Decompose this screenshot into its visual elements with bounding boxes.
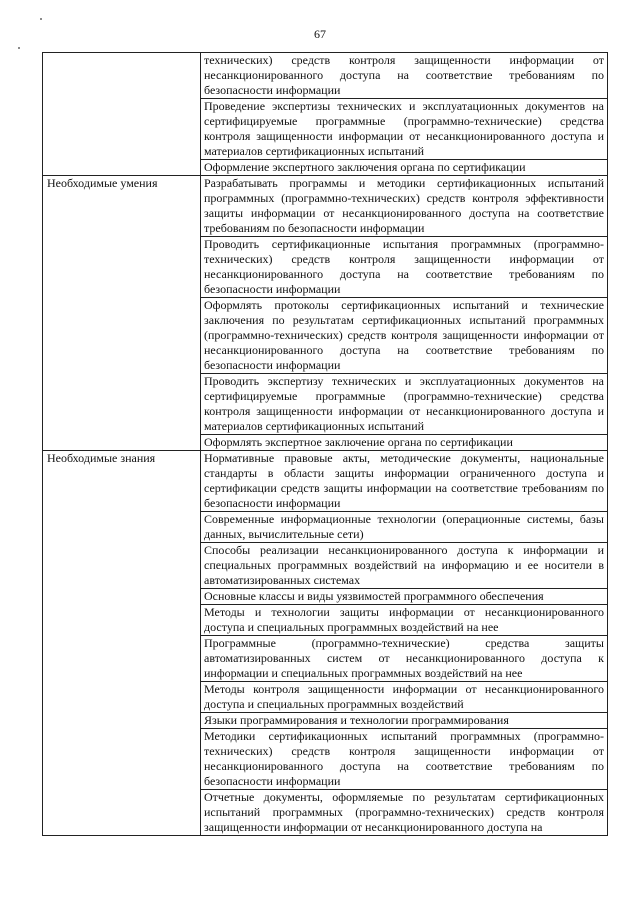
page-number: 67 — [314, 27, 326, 41]
row-label-cell — [43, 176, 201, 451]
row-items-cell — [201, 53, 608, 176]
list-item: Программные (программно-технические) средства защиты автоматизированных систем от несанкционированного доступа к информации и специальных программных воздействий на нее — [201, 635, 607, 681]
list-item: Языки программирования и технологии программирования — [201, 712, 607, 728]
list-item: технических) средств контроля защищенности информации от несанкционированного доступа на соответствие требованиям по безопасности информации — [204, 53, 604, 97]
list-item: Основные классы и виды уязвимостей программного обеспечения — [201, 588, 607, 604]
list-item: Разрабатывать программы и методики сертификационных испытаний программных (программно-технических) средств контроля эффективности защиты информации от несанкционированного доступа на соответствие требованиям по безопасности информации — [204, 176, 604, 235]
list-item: Проведение экспертизы технических и эксплуатационных документов на сертифицируемые программные (программно-технические) средства контроля защищенности информации от несанкционированного доступа и материалов сертификационных испытаний — [201, 98, 607, 159]
row-label: Необходимые знания — [47, 451, 156, 465]
row-items-cell — [201, 451, 608, 836]
list-item: Методы контроля защищенности информации от несанкционированного доступа и специальных программных воздействий — [201, 681, 607, 712]
list-item: Методики сертификационных испытаний программных (программно-технических) средств контроля защищенности информации от несанкционированного доступа на соответствие требованиям по безопасности информации — [201, 728, 607, 789]
table-body — [43, 53, 608, 836]
list-item: Оформлять протоколы сертификационных испытаний и технические заключения по результатам сертификационных испытаний программных (программно-технических) средств контроля защищенности информации от несанкционированного доступа на соответствие требованиям по безопасности информации — [201, 297, 607, 373]
qualification-table — [42, 52, 608, 836]
row-label-cell — [43, 53, 201, 176]
list-item: Способы реализации несанкционированного доступа к информации и специальных программных воздействий на информацию и ее носители в автоматизированных системах — [201, 542, 607, 588]
list-item: Отчетные документы, оформляемые по результатам сертификационных испытаний программных (программно-технических) средств контроля защищенности информации от несанкционированного доступа на — [201, 789, 607, 835]
table-row — [43, 176, 608, 451]
row-label: Необходимые умения — [47, 176, 158, 190]
list-item: Оформлять экспертное заключение органа по сертификации — [201, 434, 607, 450]
table-row — [43, 451, 608, 836]
table-row — [43, 53, 608, 176]
scan-speck-2 — [18, 47, 20, 49]
row-items-cell — [201, 176, 608, 451]
list-item: Современные информационные технологии (операционные системы, базы данных, вычислительные сети) — [201, 511, 607, 542]
list-item: Проводить сертификационные испытания программных (программно-технических) средств контроля защищенности информации от несанкционированного доступа на соответствие требованиям по безопасности информации — [201, 236, 607, 297]
scan-speck-1 — [40, 18, 42, 20]
list-item: Методы и технологии защиты информации от несанкционированного доступа и специальных программных воздействий на нее — [201, 604, 607, 635]
list-item: Оформление экспертного заключения органа по сертификации — [201, 159, 607, 175]
list-item: Проводить экспертизу технических и эксплуатационных документов на сертифицируемые программные (программно-технические) средства контроля защищенности информации от несанкционированного доступа и материалов сертификационных испытаний — [201, 373, 607, 434]
row-label-cell — [43, 451, 201, 836]
list-item: Нормативные правовые акты, методические документы, национальные стандарты в области защиты информации ограниченного доступа и сертификации средств защиты информации на соответствие требованиям по безопасности информации — [204, 451, 604, 510]
